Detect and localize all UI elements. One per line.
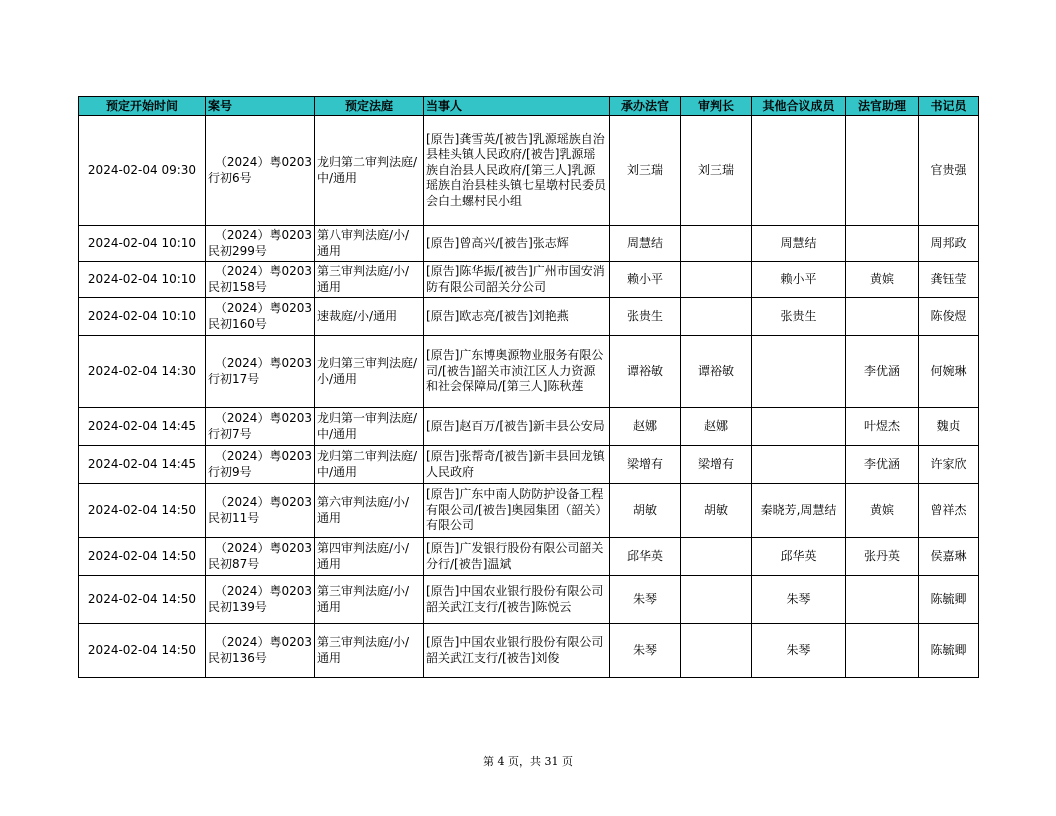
parties-cell: [原告]广东中南人防防护设备工程有限公司/[被告]奥园集团（韶关）有限公司 <box>424 484 610 538</box>
case-number-prefix: （2024）粤0203 <box>214 155 312 169</box>
courtroom-cell: 第四审判法庭/小/通用 <box>315 538 424 576</box>
judge-assistant-cell: 叶煜杰 <box>846 408 919 446</box>
judge-assistant-cell: 李优涵 <box>846 336 919 408</box>
clerk-cell: 陈俊煜 <box>919 298 979 336</box>
other-members-cell <box>752 336 846 408</box>
header-parties: 当事人 <box>424 97 610 116</box>
clerk-cell: 周邦政 <box>919 226 979 262</box>
clerk-cell: 龚钰莹 <box>919 262 979 298</box>
case-number-prefix: （2024）粤0203 <box>214 495 312 509</box>
start-time-cell: 2024-02-04 14:50 <box>79 538 206 576</box>
judge-assistant-cell: 黄嫔 <box>846 262 919 298</box>
table-row <box>79 446 979 484</box>
judge-assistant-cell <box>846 298 919 336</box>
clerk-cell: 曾祥杰 <box>919 484 979 538</box>
table-row <box>79 298 979 336</box>
table-row <box>79 484 979 538</box>
table-row <box>79 262 979 298</box>
presiding-judge-cell <box>681 298 752 336</box>
case-number-cell <box>206 226 315 262</box>
case-number-suffix: 民初139号 <box>208 599 267 614</box>
parties-cell: [原告]广发银行股份有限公司韶关分行/[被告]温斌 <box>424 538 610 576</box>
header-presiding-judge: 审判长 <box>681 97 752 116</box>
header-courtroom: 预定法庭 <box>315 97 424 116</box>
judge-cell: 谭裕敏 <box>610 336 681 408</box>
judge-assistant-cell <box>846 226 919 262</box>
page-number: 第 4 页，共 31 页 <box>483 755 573 768</box>
judge-cell: 梁增有 <box>610 446 681 484</box>
case-number-suffix: 民初11号 <box>208 510 260 525</box>
case-number-prefix: （2024）粤0203 <box>214 449 312 463</box>
case-number-suffix: 行初17号 <box>208 371 260 386</box>
case-number-suffix: 民初158号 <box>208 279 267 294</box>
parties-cell: [原告]曾高兴/[被告]张志辉 <box>424 226 610 262</box>
case-number-prefix: （2024）粤0203 <box>214 541 312 555</box>
table-header-row <box>79 97 979 116</box>
presiding-judge-cell <box>681 262 752 298</box>
other-members-cell: 朱琴 <box>752 576 846 624</box>
table-row <box>79 226 979 262</box>
case-number-suffix: 行初9号 <box>208 464 252 479</box>
start-time-cell: 2024-02-04 14:45 <box>79 408 206 446</box>
table-row <box>79 624 979 678</box>
other-members-cell: 邱华英 <box>752 538 846 576</box>
presiding-judge-cell: 胡敏 <box>681 484 752 538</box>
clerk-cell: 魏贞 <box>919 408 979 446</box>
judge-cell: 赖小平 <box>610 262 681 298</box>
case-number-suffix: 民初160号 <box>208 316 267 331</box>
start-time-cell: 2024-02-04 14:50 <box>79 576 206 624</box>
parties-cell: [原告]陈华振/[被告]广州市国安消防有限公司韶关分公司 <box>424 262 610 298</box>
courtroom-cell: 龙归第二审判法庭/中/通用 <box>315 446 424 484</box>
parties-cell: [原告]欧志亮/[被告]刘艳燕 <box>424 298 610 336</box>
case-number-prefix: （2024）粤0203 <box>214 411 312 425</box>
judge-assistant-cell <box>846 624 919 678</box>
case-number-cell <box>206 624 315 678</box>
parties-cell: [原告]张帮奇/[被告]新丰县回龙镇人民政府 <box>424 446 610 484</box>
courtroom-cell: 第三审判法庭/小/通用 <box>315 262 424 298</box>
case-number-suffix: 行初6号 <box>208 170 252 185</box>
case-number-prefix: （2024）粤0203 <box>214 584 312 598</box>
presiding-judge-cell <box>681 538 752 576</box>
judge-cell: 刘三瑞 <box>610 116 681 226</box>
courtroom-cell: 第八审判法庭/小/通用 <box>315 226 424 262</box>
clerk-cell: 陈毓卿 <box>919 576 979 624</box>
case-number-cell <box>206 446 315 484</box>
case-number-cell <box>206 538 315 576</box>
courtroom-cell: 第三审判法庭/小/通用 <box>315 576 424 624</box>
start-time-cell: 2024-02-04 10:10 <box>79 262 206 298</box>
case-number-suffix: 行初7号 <box>208 426 252 441</box>
clerk-cell: 官贵强 <box>919 116 979 226</box>
start-time-cell: 2024-02-04 10:10 <box>79 298 206 336</box>
case-number-cell <box>206 408 315 446</box>
parties-cell: [原告]中国农业银行股份有限公司韶关武江支行/[被告]陈悦云 <box>424 576 610 624</box>
table-row <box>79 576 979 624</box>
header-judge: 承办法官 <box>610 97 681 116</box>
courtroom-cell: 龙归第二审判法庭/中/通用 <box>315 116 424 226</box>
presiding-judge-cell: 刘三瑞 <box>681 116 752 226</box>
start-time-cell: 2024-02-04 14:30 <box>79 336 206 408</box>
judge-assistant-cell: 黄嫔 <box>846 484 919 538</box>
table-row <box>79 116 979 226</box>
presiding-judge-cell: 谭裕敏 <box>681 336 752 408</box>
case-number-cell <box>206 484 315 538</box>
clerk-cell: 侯嘉琳 <box>919 538 979 576</box>
start-time-cell: 2024-02-04 09:30 <box>79 116 206 226</box>
parties-cell: [原告]龚雪英/[被告]乳源瑶族自治县桂头镇人民政府/[被告]乳源瑶族自治县人民政府/[第三人]乳源瑶族自治县桂头镇七星墩村民委员会白土螺村民小组 <box>424 116 610 226</box>
judge-cell: 胡敏 <box>610 484 681 538</box>
header-start-time: 预定开始时间 <box>79 97 206 116</box>
case-number-suffix: 民初87号 <box>208 556 260 571</box>
other-members-cell: 周慧结 <box>752 226 846 262</box>
start-time-cell: 2024-02-04 14:50 <box>79 624 206 678</box>
parties-cell: [原告]赵百万/[被告]新丰县公安局 <box>424 408 610 446</box>
case-number-cell <box>206 576 315 624</box>
hearing-schedule-table <box>78 96 979 678</box>
presiding-judge-cell <box>681 576 752 624</box>
other-members-cell: 赖小平 <box>752 262 846 298</box>
judge-cell: 朱琴 <box>610 624 681 678</box>
judge-assistant-cell <box>846 576 919 624</box>
case-number-prefix: （2024）粤0203 <box>214 635 312 649</box>
courtroom-cell: 速裁庭/小/通用 <box>315 298 424 336</box>
case-number-prefix: （2024）粤0203 <box>214 301 312 315</box>
case-number-cell <box>206 336 315 408</box>
courtroom-cell: 第六审判法庭/小/通用 <box>315 484 424 538</box>
judge-assistant-cell: 李优涵 <box>846 446 919 484</box>
judge-cell: 朱琴 <box>610 576 681 624</box>
courtroom-cell: 龙归第三审判法庭/小/通用 <box>315 336 424 408</box>
start-time-cell: 2024-02-04 14:50 <box>79 484 206 538</box>
start-time-cell: 2024-02-04 10:10 <box>79 226 206 262</box>
case-number-cell <box>206 298 315 336</box>
case-number-cell <box>206 116 315 226</box>
judge-assistant-cell: 张丹英 <box>846 538 919 576</box>
table-row <box>79 408 979 446</box>
clerk-cell: 许家欣 <box>919 446 979 484</box>
presiding-judge-cell: 赵娜 <box>681 408 752 446</box>
header-case-number: 案号 <box>206 97 315 116</box>
courtroom-cell: 龙归第一审判法庭/中/通用 <box>315 408 424 446</box>
judge-cell: 周慧结 <box>610 226 681 262</box>
other-members-cell <box>752 446 846 484</box>
other-members-cell: 秦晓芳,周慧结 <box>752 484 846 538</box>
table-row <box>79 538 979 576</box>
case-number-cell <box>206 262 315 298</box>
other-members-cell <box>752 116 846 226</box>
start-time-cell: 2024-02-04 14:45 <box>79 446 206 484</box>
case-number-suffix: 民初299号 <box>208 243 267 258</box>
courtroom-cell: 第三审判法庭/小/通用 <box>315 624 424 678</box>
other-members-cell: 朱琴 <box>752 624 846 678</box>
judge-assistant-cell <box>846 116 919 226</box>
parties-cell: [原告]广东博奥源物业服务有限公司/[被告]韶关市浈江区人力资源和社会保障局/[第三人]陈秋莲 <box>424 336 610 408</box>
presiding-judge-cell <box>681 226 752 262</box>
case-number-suffix: 民初136号 <box>208 650 267 665</box>
judge-cell: 张贵生 <box>610 298 681 336</box>
header-other-members: 其他合议成员 <box>752 97 846 116</box>
judge-cell: 赵娜 <box>610 408 681 446</box>
case-number-prefix: （2024）粤0203 <box>214 228 312 242</box>
header-clerk: 书记员 <box>919 97 979 116</box>
case-number-prefix: （2024）粤0203 <box>214 264 312 278</box>
case-number-prefix: （2024）粤0203 <box>214 356 312 370</box>
header-judge-assistant: 法官助理 <box>846 97 919 116</box>
judge-cell: 邱华英 <box>610 538 681 576</box>
parties-cell: [原告]中国农业银行股份有限公司韶关武江支行/[被告]刘俊 <box>424 624 610 678</box>
clerk-cell: 何婉琳 <box>919 336 979 408</box>
table-row <box>79 336 979 408</box>
clerk-cell: 陈毓卿 <box>919 624 979 678</box>
presiding-judge-cell: 梁增有 <box>681 446 752 484</box>
presiding-judge-cell <box>681 624 752 678</box>
other-members-cell: 张贵生 <box>752 298 846 336</box>
other-members-cell <box>752 408 846 446</box>
